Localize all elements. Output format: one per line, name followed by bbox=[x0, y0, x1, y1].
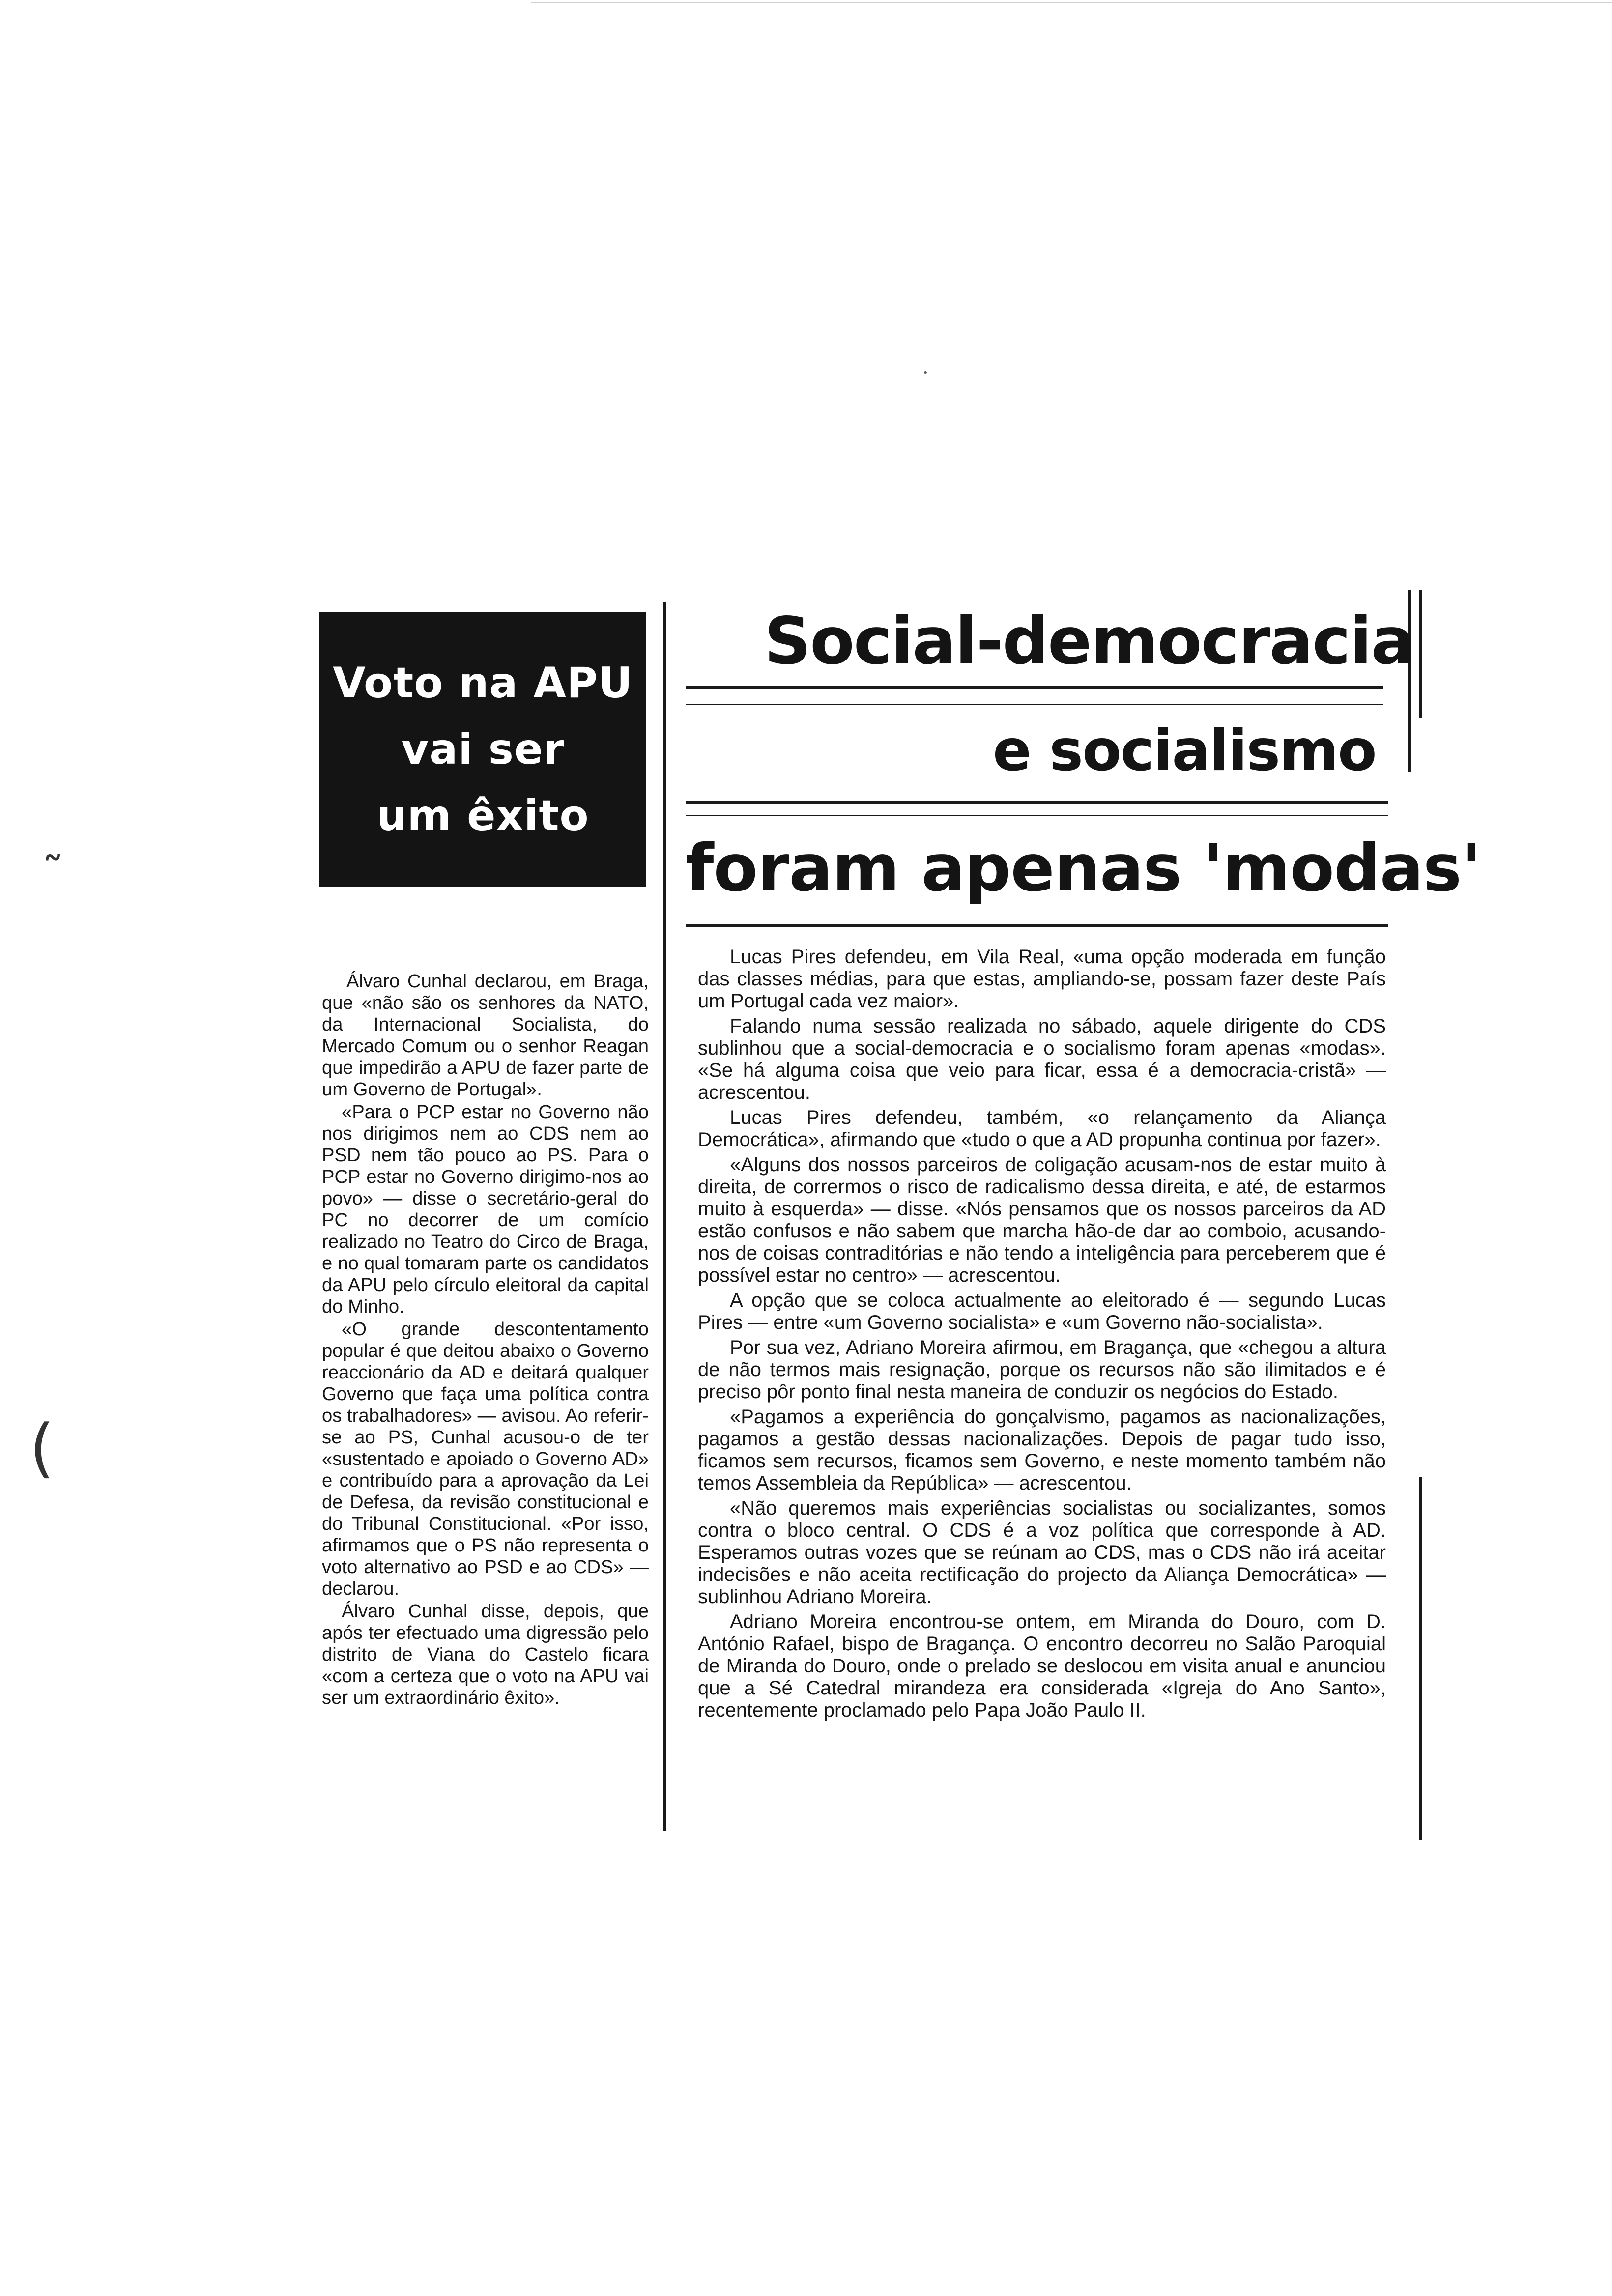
article-paragraph: Falando numa sessão realizada no sábado, aquele dirigente do CDS sublinhou que a social-democracia e o socialismo foram apenas «modas». «Se há alguma coisa que veio para ficar, essa é a democracia-cristã» — acrescentou. bbox=[698, 1015, 1386, 1103]
main-headline-line: foram apenas 'modas' bbox=[686, 831, 1481, 906]
headline-rule bbox=[686, 686, 1383, 689]
scan-dust-dot bbox=[924, 371, 927, 374]
main-headline-line: Social-democracia bbox=[764, 603, 1414, 679]
article-paragraph: «O grande descontentamento popular é que deitou abaixo o Governo reaccionário da AD e deitará qualquer Governo que faça uma política contra os trabalhadores» — avisou. Ao referir-se ao PS, Cunhal acusou-o de ter «sustentado e apoiado o Governo AD» e contribuído para a aprovação da Lei de Defesa, da revisão constitucional e do Tribunal Constitucional. «Por isso, afirmamos que o PS não representa o voto alternativo ao PSD e ao CDS» — declarou. bbox=[322, 1319, 649, 1599]
main-article-body bbox=[698, 946, 1386, 1724]
sidebar-headline-line: Voto na APU bbox=[333, 658, 633, 708]
article-paragraph: Adriano Moreira encontrou-se ontem, em Miranda do Douro, com D. António Rafael, bispo de Bragança. O encontro decorreu no Salão Paroquial de Miranda do Douro, onde o prelado se deslocou em visita anual e anunciou que a Sé Catedral mirandeza era considerada «Igreja do Ano Santo», recentemente proclamado pelo Papa João Paulo II. bbox=[698, 1611, 1386, 1721]
column-divider bbox=[663, 602, 666, 1831]
article-paragraph: «Não queremos mais experiências socialistas ou socializantes, somos contra o bloco central. O CDS é a voz política que corresponde à AD. Esperamos outras vozes que se reúnam ao CDS, mas o CDS não irá aceitar indecisões e não aceita rectificação do projecto da Aliança Democrática» — sublinhou Adriano Moreira. bbox=[698, 1497, 1386, 1607]
headline-rule bbox=[686, 704, 1383, 705]
article-paragraph: Álvaro Cunhal disse, depois, que após ter efectuado uma digressão pelo distrito de Viana do Castelo ficara «com a certeza que o voto na APU vai ser um extraordinário êxito». bbox=[322, 1601, 649, 1708]
article-paragraph: «Para o PCP estar no Governo não nos dirigimos nem ao CDS nem ao PSD nem tão pouco ao PS. Para o PCP estar no Governo dirigimo-nos ao povo» — disse o secretário-geral do PC no decorrer de um comício realizado no Teatro do Circo de Braga, e no qual tomaram parte os candidatos da APU pelo círculo eleitoral da capital do Minho. bbox=[322, 1101, 649, 1317]
column-divider bbox=[1419, 1477, 1422, 1840]
headline-rule bbox=[686, 924, 1388, 927]
article-paragraph: Lucas Pires defendeu, também, «o relançamento da Aliança Democrática», afirmando que «tudo o que a AD propunha continua por fazer». bbox=[698, 1107, 1386, 1150]
column-divider bbox=[1419, 590, 1422, 718]
article-paragraph: «Alguns dos nossos parceiros de coligação acusam-nos de estar muito à direita, de corrermos o risco de radicalismo dessa direita, e até, de estarmos muito à esquerda» — disse. «Nós pensamos que os nossos parceiros da AD estão confusos e não sabem que marcha hão-de dar ao comboio, acusando-nos de coisas contraditórias e não tendo a inteligência para perceberem que é possível estar no centro» — acrescentou. bbox=[698, 1154, 1386, 1286]
article-paragraph: Por sua vez, Adriano Moreira afirmou, em Bragança, que «chegou a altura de não termos mais resignação, porque os recursos não são ilimitados e é preciso pôr ponto final nesta maneira de conduzir os negócios do Estado. bbox=[698, 1337, 1386, 1403]
sidebar-headline-box bbox=[319, 612, 646, 887]
article-paragraph: A opção que se coloca actualmente ao eleitorado é — segundo Lucas Pires — entre «um Governo socialista» e «um Governo não-socialista». bbox=[698, 1290, 1386, 1333]
scan-mark: ( bbox=[29, 1410, 55, 1485]
article-paragraph: Álvaro Cunhal declarou, em Braga, que «não são os senhores da NATO, da Internacional Socialista, do Mercado Comum ou o senhor Reagan que impedirão a APU de fazer parte de um Governo de Portugal». bbox=[322, 971, 649, 1100]
sidebar-headline-line: um êxito bbox=[376, 791, 589, 840]
article-paragraph: Lucas Pires defendeu, em Vila Real, «uma opção moderada em função das classes médias, para que estas, ampliando-se, possam fazer deste País um Portugal cada vez maior». bbox=[698, 946, 1386, 1012]
main-headline-line: e socialismo bbox=[993, 718, 1376, 784]
scan-top-edge bbox=[531, 2, 1612, 3]
sidebar-headline-line: vai ser bbox=[401, 724, 565, 774]
scan-mark: ˷ bbox=[42, 811, 64, 862]
article-paragraph: «Pagamos a experiência do gonçalvismo, pagamos as nacionalizações, pagamos a gestão dessas nacionalizações. Depois de pagar tudo isso, ficamos sem recursos, ficamos sem Governo, e neste momento também não temos Assembleia da República» — acrescentou. bbox=[698, 1406, 1386, 1494]
headline-rule bbox=[686, 815, 1388, 816]
sidebar-article-body bbox=[322, 971, 649, 1710]
headline-rule bbox=[686, 801, 1388, 804]
